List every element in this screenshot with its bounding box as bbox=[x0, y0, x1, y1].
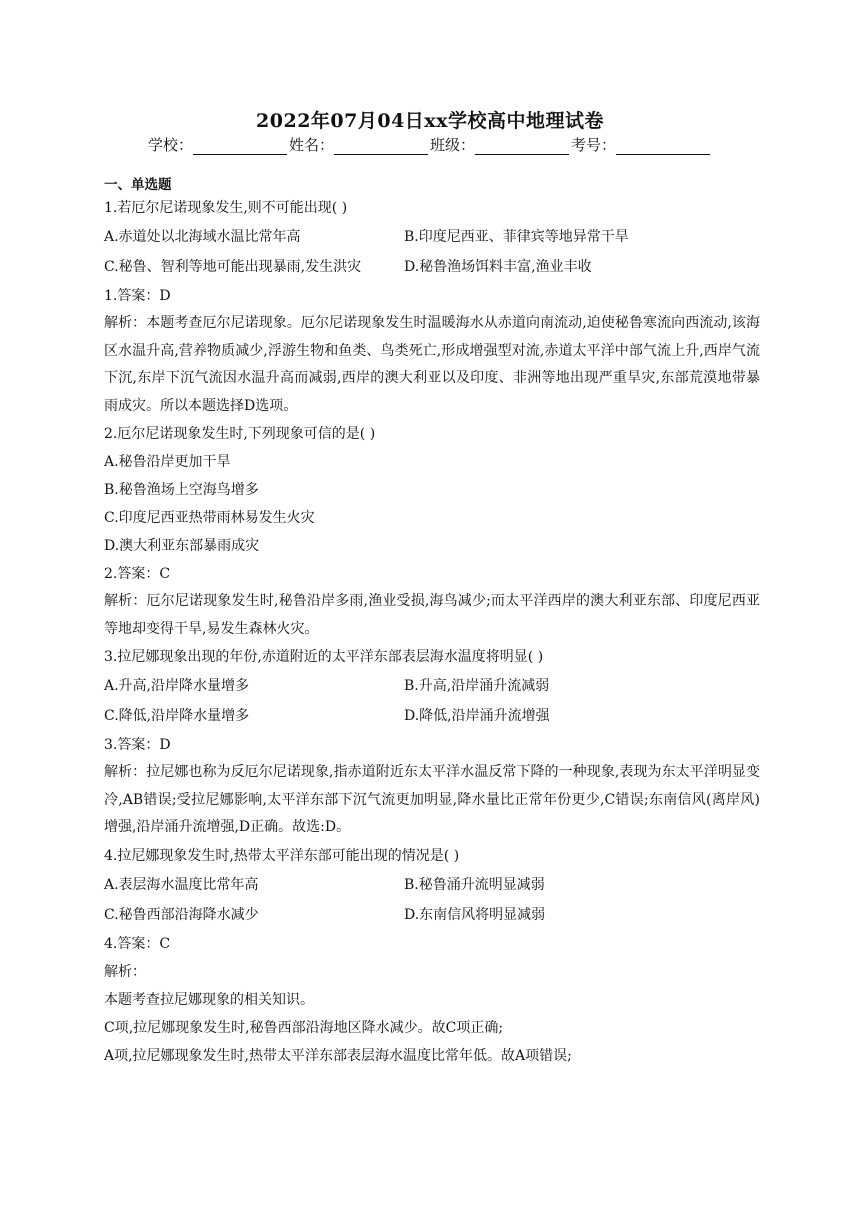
question-stem: 2.厄尔尼诺现象发生时,下列现象可信的是( ) bbox=[104, 426, 376, 442]
question-stem: 4.拉尼娜现象发生时,热带太平洋东部可能出现的情况是( ) bbox=[104, 847, 460, 864]
analysis-text: 解析：本题考查厄尔尼诺现象。厄尔尼诺现象发生时温暖海水从赤道向南流动,迫使秘鲁寒流向西流动,该海区水温升高,营养物质减少,浮游生物和鱼类、鸟类死亡,形成增强型对流,赤道太平洋中部气流上升,西岸气流下沉,东岸下沉气流因水温升高而减弱,西岸的澳大利亚以及印度、非洲等地出现严重旱灾,东部荒漠地带暴雨成灾。所以本题选择D选项。 bbox=[104, 315, 760, 414]
question-4 bbox=[104, 842, 760, 1070]
answer-line: 4.答案：C bbox=[104, 935, 171, 952]
options-row bbox=[104, 870, 760, 900]
class-blank[interactable] bbox=[475, 138, 569, 155]
answer-line: 1.答案：D bbox=[104, 288, 171, 304]
option-a: A.秘鲁沿岸更加干旱 bbox=[104, 454, 231, 470]
analysis-text: 解析：厄尔尼诺现象发生时,秘鲁沿岸多雨,渔业受损,海鸟减少;而太平洋西岸的澳大利亚东部、印度尼西亚等地却变得干旱,易发生森林火灾。 bbox=[104, 593, 760, 637]
analysis-line: C项,拉尼娜现象发生时,秘鲁西部沿海地区降水减少。故C项正确; bbox=[104, 1019, 504, 1036]
options-row bbox=[104, 252, 760, 282]
question-1 bbox=[104, 194, 760, 420]
option-c: C.印度尼西亚热带雨林易发生火灾 bbox=[104, 510, 315, 526]
class-label: 班级： bbox=[430, 136, 476, 154]
option-a: A.升高,沿岸降水量增多 bbox=[104, 678, 250, 694]
class-field[interactable] bbox=[430, 134, 571, 155]
exam-number-label: 考号： bbox=[571, 136, 617, 154]
option-d: D.秘鲁渔场饵料丰富,渔业丰收 bbox=[404, 259, 592, 275]
exam-number-field[interactable] bbox=[571, 134, 712, 155]
analysis-label: 解析： bbox=[104, 963, 146, 980]
question-stem: 3.拉尼娜现象出现的年份,赤道附近的太平洋东部表层海水温度将明显( ) bbox=[104, 649, 544, 665]
question-2 bbox=[104, 420, 760, 643]
exam-content bbox=[104, 176, 760, 1070]
option-b: B.印度尼西亚、菲律宾等地异常干旱 bbox=[404, 229, 629, 245]
analysis-text: 解析：拉尼娜也称为反厄尔尼诺现象,指赤道附近东太平洋水温反常下降的一种现象,表现为东太平洋明显变冷,AB错误;受拉尼娜影响,太平洋东部下沉气流更加明显,降水量比正常年份更少,C错误;东南信风(离岸风)增强,沿岸涌升流增强,D正确。故选:D。 bbox=[104, 764, 760, 835]
section-title: 一、单选题 bbox=[104, 177, 172, 193]
option-d: D.澳大利亚东部暴雨成灾 bbox=[104, 538, 260, 554]
options-row bbox=[104, 900, 760, 930]
analysis-line: 本题考查拉尼娜现象的相关知识。 bbox=[104, 991, 314, 1008]
option-c: C.秘鲁西部沿海降水减少 bbox=[104, 906, 259, 923]
option-d: D.东南信风将明显减弱 bbox=[404, 906, 546, 923]
option-d: D.降低,沿岸涌升流增强 bbox=[404, 708, 550, 724]
question-stem: 1.若厄尔尼诺现象发生,则不可能出现( ) bbox=[104, 200, 348, 216]
answer-line: 3.答案：D bbox=[104, 737, 171, 753]
option-c: C.降低,沿岸降水量增多 bbox=[104, 708, 250, 724]
school-blank[interactable] bbox=[193, 138, 287, 155]
options-row bbox=[104, 222, 760, 252]
options-row bbox=[104, 701, 760, 731]
exam-number-blank[interactable] bbox=[616, 138, 710, 155]
question-3 bbox=[104, 643, 760, 842]
name-field[interactable] bbox=[289, 134, 430, 155]
school-label: 学校： bbox=[147, 136, 193, 154]
option-c: C.秘鲁、智利等地可能出现暴雨,发生洪灾 bbox=[104, 259, 362, 275]
option-b: B.升高,沿岸涌升流减弱 bbox=[404, 678, 550, 694]
exam-title: 2022年07月04日xx学校高中地理试卷 bbox=[256, 110, 604, 132]
option-b: B.秘鲁渔场上空海鸟增多 bbox=[104, 482, 259, 498]
student-info-line bbox=[0, 134, 860, 155]
name-label: 姓名： bbox=[288, 136, 334, 154]
option-a: A.表层海水温度比常年高 bbox=[104, 876, 259, 893]
option-b: B.秘鲁涌升流明显减弱 bbox=[404, 876, 545, 893]
answer-line: 2.答案：C bbox=[104, 566, 171, 582]
options-row bbox=[104, 671, 760, 701]
option-a: A.赤道处以北海域水温比常年高 bbox=[104, 229, 301, 245]
school-field[interactable] bbox=[148, 134, 289, 155]
analysis-line: A项,拉尼娜现象发生时,热带太平洋东部表层海水温度比常年低。故A项错误; bbox=[104, 1047, 572, 1064]
name-blank[interactable] bbox=[334, 138, 428, 155]
